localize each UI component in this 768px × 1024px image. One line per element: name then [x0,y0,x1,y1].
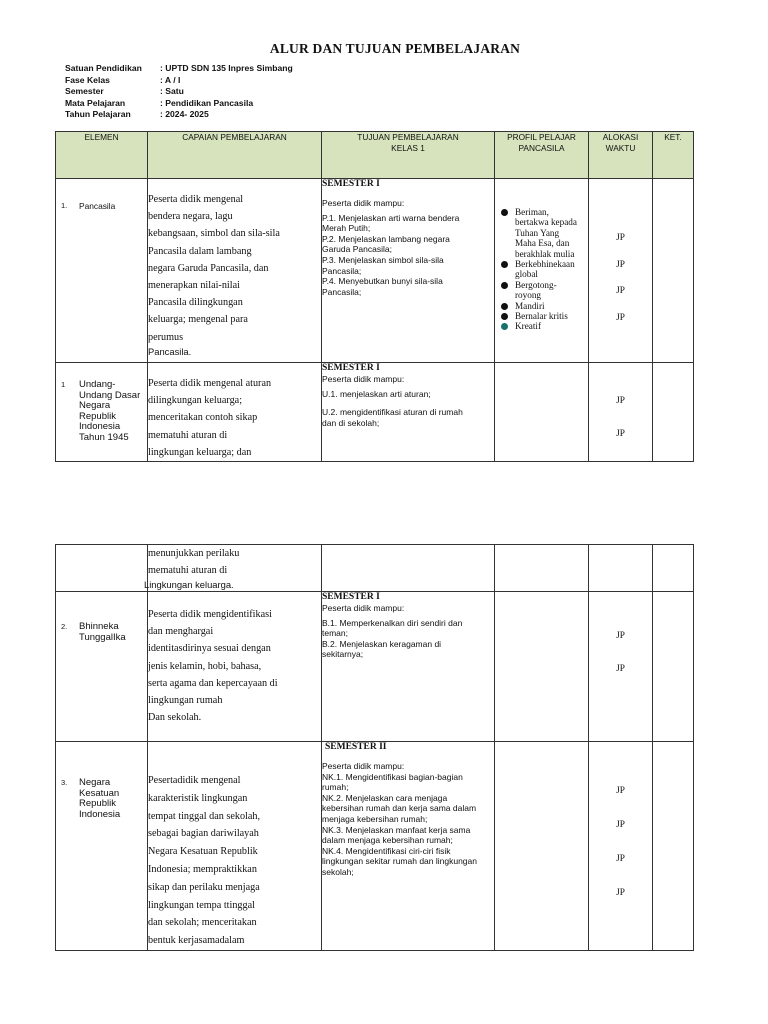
capaian-cell: Peserta didik mengenal bendera negara, lagu kebangsaan, simbol dan sila-sila Pancasila dalam lambang negara Garuda Pancasila, dan menerapkan nilai-nilai Pancasila dilingkungan keluarga; mengenal para perumus Pancasila. [148,179,322,363]
capaian-cell: Pesertadidik mengenal karakteristik lingkungan tempat tinggal dan sekolah, sebagai bagian dariwilayah Negara Kesatuan Republik Indonesia; mempraktikkan sikap dan perilaku menjaga lingkungan tempa ttinggal dan sekolah; menceritakan bentuk kerjasamadalam [148,742,322,951]
header-elemen: ELEMEN [56,132,148,179]
alokasi-cell: JP JP [589,592,653,742]
elemen-text: Pancasila [79,201,116,211]
semester-label: SEMESTER I [322,363,380,373]
row-number: 2. [61,622,68,631]
table-header-row [56,132,694,179]
header-ket: KET. [653,132,694,179]
info-row [65,98,293,110]
profil-cell [495,742,589,951]
row-number: 1. [61,201,68,210]
elemen-cell [56,179,148,363]
row-number: 1 [61,380,66,389]
row-number: 3. [61,778,68,787]
elemen-cell [56,592,148,742]
alokasi-cell [589,545,653,592]
ket-cell [653,742,694,951]
tujuan-cell: SEMESTER I Peserta didik mampu: P.1. Menjelaskan arti warna bendera Merah Putih; P.2. Menjelaskan lambang negara Garuda Pancasila; P.3. Menjelaskan simbol sila-sila Pancasila; P.4. Menyebutkan bunyi sila-sila Pancasila; [322,179,495,363]
alokasi-cell: JP JP [589,363,653,462]
info-row [65,75,293,87]
list-item: Berkebhinekaan global [495,259,588,280]
bullet-icon [501,261,508,268]
info-label: Semester [65,86,104,97]
bullet-icon [501,209,508,216]
table-row [56,179,694,363]
info-value: : Satu [160,86,184,97]
tujuan-cell: SEMESTER II Peserta didik mampu: NK.1. Mengidentifikasi bagian-bagian rumah; NK.2. Menjelaskan cara menjaga kebersihan rumah dan kerja sama dalam menjaga kebersihan rumah; NK.3. Menjelaskan manfaat kerja sama dalam menjaga kebersihan rumah; NK.4. Mengidentifikasi ciri-ciri fisik lingkungan sekitar rumah dan lingkungan sekolah; [322,742,495,951]
tujuan-cell: SEMESTER I Peserta didik mampu: U.1. menjelaskan arti aturan; U.2. mengidentifikasi aturan di rumah dan di sekolah; [322,363,495,462]
elemen-cell [56,742,148,951]
bullet-icon [501,303,508,310]
tujuan-cell [322,545,495,592]
header-profil: PROFIL PELAJAR PANCASILA [495,132,589,179]
semester-label: SEMESTER II [325,742,387,752]
list-item: Beriman, bertakwa kepada Tuhan Yang Maha Esa, dan berakhlak mulia [495,207,588,259]
learning-plan-table-continued [55,544,694,951]
list-item: Bernalar kritis [495,311,588,321]
ket-cell [653,179,694,363]
ket-cell [653,592,694,742]
list-item: Mandiri [495,301,588,311]
alokasi-cell: JP JP JP JP [589,179,653,363]
elemen-cell [56,363,148,462]
list-item: Kreatif [495,321,588,331]
profil-cell [495,179,589,363]
header-capaian: CAPAIAN PEMBELAJARAN [148,132,322,179]
list-item: Bergotong- royong [495,280,588,301]
page-title: ALUR DAN TUJUAN PEMBELAJARAN [269,41,521,56]
bullet-icon [501,282,508,289]
capaian-cell: menunjukkan perilaku mematuhi aturan di Lingkungan keluarga. [148,545,322,592]
info-label: Satuan Pendidikan [65,63,142,73]
capaian-cell: Peserta didik mengenal aturan dilingkungan keluarga; menceritakan contoh sikap mematuhi aturan di lingkungan keluarga; dan [148,363,322,462]
header-alokasi: ALOKASI WAKTU [589,132,653,179]
elemen-text: Bhinneka TunggalIka [79,621,126,643]
elemen-text: Negara Kesatuan Republik Indonesia [79,777,121,820]
elemen-text: Undang- Undang Dasar Negara Republik Indonesia Tahun 1945 [79,379,141,443]
bullet-icon [501,323,508,330]
profil-cell [495,363,589,462]
info-value: : 2024- 2025 [160,109,209,120]
info-value: : Pendidikan Pancasila [160,97,254,108]
table-row [56,742,694,951]
capaian-cell: Peserta didik mengidentifikasi dan menghargai identitasdirinya sesuai dengan jenis kelamin, hobi, bahasa, serta agama dan kepercayaan di lingkungan rumah Dan sekolah. [148,592,322,742]
learning-plan-table [55,131,694,462]
bullet-icon [501,313,508,320]
document-info [65,63,293,121]
info-label: Fase Kelas [65,74,110,85]
table-row [56,592,694,742]
tujuan-cell: SEMESTER I Peserta didik mampu: B.1. Memperkenalkan diri sendiri dan teman; B.2. Menjelaskan keragaman di sekitarnya; [322,592,495,742]
semester-label: SEMESTER I [322,179,380,189]
profil-cell [495,592,589,742]
table-row [56,363,694,462]
alokasi-cell: JP JP JP JP [589,742,653,951]
ket-cell [653,545,694,592]
profil-cell [495,545,589,592]
info-label: Mata Pelajaran [65,97,126,108]
elemen-cell [56,545,148,592]
table-row [56,545,694,592]
info-row [65,109,293,121]
info-row [65,63,293,75]
header-tujuan: TUJUAN PEMBELAJARAN KELAS 1 [322,132,495,179]
semester-label: SEMESTER I [322,592,380,602]
info-value: : A / I [160,74,181,85]
info-value: : UPTD SDN 135 Inpres Simbang [160,63,293,73]
ket-cell [653,363,694,462]
profil-list [495,179,588,332]
info-row [65,86,293,98]
info-label: Tahun Pelajaran [65,109,131,120]
